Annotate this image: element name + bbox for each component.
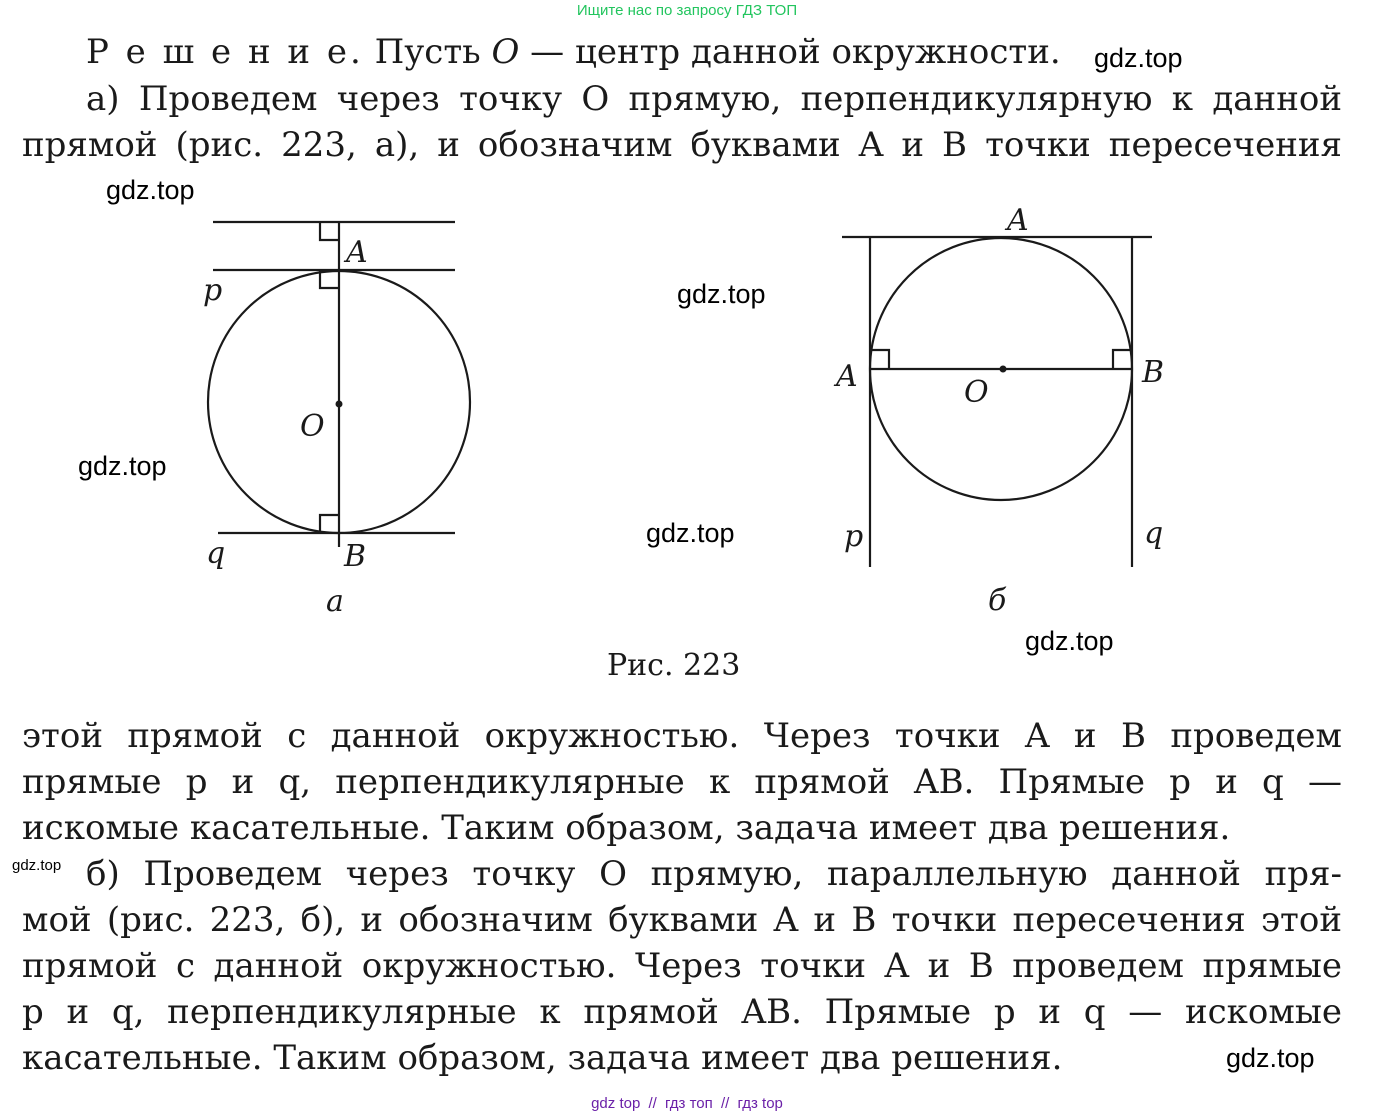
fig-b-label-p: p bbox=[844, 519, 864, 554]
watermark-7: gdz.top bbox=[12, 857, 62, 874]
para-b-line-3: прямой с данной окружностью. Через точки A и B проведем прямые bbox=[22, 946, 1342, 986]
fig-a-right-angle-3 bbox=[320, 515, 339, 533]
footer-link-2[interactable]: гдз топ bbox=[665, 1095, 713, 1112]
para-b-line-1: б) Проведем через точку O прямую, параллельную данной пря- bbox=[86, 854, 1342, 894]
solution-label: Р е ш е н и е. bbox=[86, 32, 364, 72]
watermark-3: gdz.top bbox=[677, 279, 766, 309]
search-banner: Ищите нас по запросу ГДЗ ТОП bbox=[576, 2, 798, 19]
heading-text-2: — центр данной окружности. bbox=[519, 32, 1061, 72]
fig-a-sublabel: а bbox=[326, 584, 344, 619]
fig-b-label-B: B bbox=[1142, 355, 1165, 390]
fig-b-label-A-top: A bbox=[1007, 203, 1029, 238]
watermark-6: gdz.top bbox=[1025, 626, 1114, 656]
watermark-4: gdz.top bbox=[78, 451, 167, 481]
fig-b-label-A-left: A bbox=[836, 359, 858, 394]
fig-b-label-O: O bbox=[964, 375, 989, 410]
fig-a-label-p: p bbox=[203, 273, 223, 308]
fig-a-label-q: q bbox=[206, 536, 226, 571]
heading-text-1: Пусть bbox=[363, 32, 492, 72]
para-a-line-4: прямые p и q, перпендикулярные к прямой AB. Прямые p и q — bbox=[22, 762, 1342, 802]
fig-b-center-point bbox=[1000, 366, 1007, 373]
footer-link-1[interactable]: gdz top bbox=[591, 1095, 641, 1112]
watermark-2: gdz.top bbox=[106, 175, 195, 205]
fig-b-label-q: q bbox=[1144, 516, 1164, 551]
watermark-1: gdz.top bbox=[1094, 43, 1183, 73]
para-a-line-1: а) Проведем через точку O прямую, перпендикулярную к данной bbox=[86, 79, 1342, 119]
fig-a-center-point bbox=[336, 401, 343, 408]
figure-a bbox=[208, 222, 470, 547]
fig-a-right-angle-1 bbox=[320, 222, 339, 240]
figure-223 bbox=[0, 170, 1374, 700]
fig-b-right-angle-1 bbox=[870, 350, 889, 369]
fig-a-label-B: B bbox=[344, 539, 367, 574]
footer-sep-1: // bbox=[648, 1095, 657, 1112]
fig-b-right-angle-2 bbox=[1113, 350, 1132, 369]
footer-links bbox=[0, 1095, 1374, 1112]
footer-link-3[interactable]: гдз top bbox=[737, 1095, 783, 1112]
para-a-line-5: искомые касательные. Таким образом, задача имеет два решения. bbox=[22, 808, 1231, 848]
fig-a-label-A: A bbox=[346, 235, 368, 270]
heading-point-o: O bbox=[491, 32, 520, 72]
figure-b bbox=[842, 237, 1152, 567]
para-a-line-2: прямой (рис. 223, а), и обозначим буквами A и B точки пересечения bbox=[22, 125, 1342, 165]
watermark-5: gdz.top bbox=[646, 518, 735, 548]
fig-a-label-O: O bbox=[300, 409, 325, 444]
figure-caption: Рис. 223 bbox=[607, 648, 741, 683]
footer-sep-2: // bbox=[720, 1095, 730, 1112]
para-a-line-3: этой прямой с данной окружностью. Через точки A и B проведем bbox=[22, 716, 1342, 756]
solution-heading-line bbox=[86, 29, 1086, 75]
fig-b-sublabel: б bbox=[988, 583, 1007, 618]
para-b-line-2: мой (рис. 223, б), и обозначим буквами A и B точки пересечения этой bbox=[22, 900, 1342, 940]
watermark-8: gdz.top bbox=[1226, 1043, 1315, 1073]
para-b-line-5: касательные. Таким образом, задача имеет два решения. bbox=[22, 1038, 1063, 1078]
para-b-line-4: p и q, перпендикулярные к прямой AB. Прямые p и q — искомые bbox=[22, 992, 1342, 1032]
